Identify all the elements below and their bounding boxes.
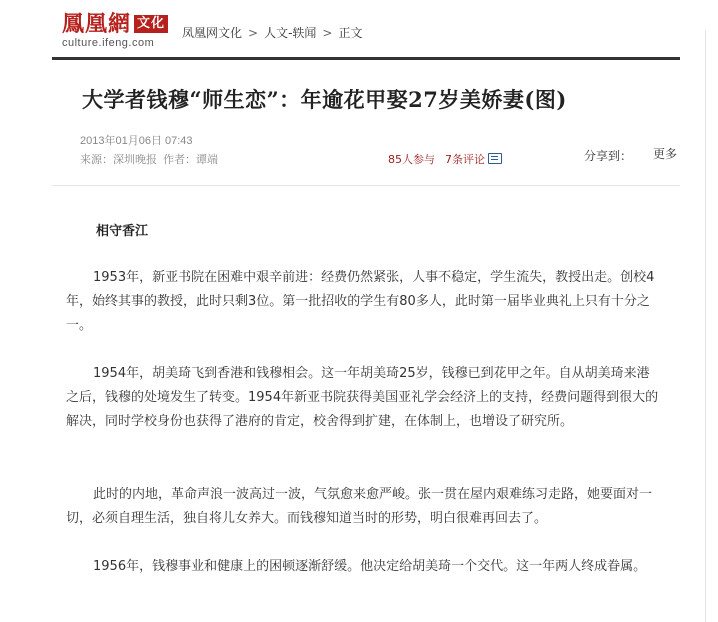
page-right-border xyxy=(705,30,706,622)
article-datetime: 2013年01月06日 07:43 xyxy=(80,135,193,147)
logo-badge: 文化 xyxy=(134,15,168,33)
breadcrumb-separator: > xyxy=(248,26,259,40)
article-paragraph: 1954年，胡美琦飞到香港和钱穆相会。这一年胡美琦25岁，钱穆已到花甲之年。自从胡美琦来港之后，钱穆的处境发生了转变。1954年新亚书院获得美国亚礼学会经济上的支持，经费问题得到很大的解决，同时学校身份也获得了港府的肯定，校舍得到扩建，在体制上，也增设了研究所。 xyxy=(66,366,659,429)
article-stats xyxy=(388,151,502,167)
comments-link[interactable]: 7条评论 xyxy=(445,153,485,166)
participants-link[interactable]: 85人参与 xyxy=(388,153,435,166)
article-subheading: 相守香江 xyxy=(96,224,149,239)
site-logo[interactable] xyxy=(62,12,168,49)
article-paragraph: 1956年，钱穆事业和健康上的困顿逐渐舒缓。他决定给胡美琦一个交代。这一年两人终成眷属。 xyxy=(93,559,647,574)
article-author: 作者：谭端 xyxy=(163,153,218,166)
share-label: 分享到： xyxy=(584,149,633,163)
article-source: 来源：深圳晚报 xyxy=(80,153,157,166)
site-header xyxy=(0,0,718,60)
breadcrumb-home[interactable]: 凤凰网文化 xyxy=(182,26,243,40)
breadcrumb-separator: > xyxy=(322,26,333,40)
article-paragraph: 1953年，新亚书院在困难中艰辛前进：经费仍然紧张，人事不稳定，学生流失，教授出走。创校4年，始终其事的教授，此时只剩3位。第一批招收的学生有80多人，此时第一届毕业典礼上只有十分之一。 xyxy=(66,270,655,333)
logo-text: 鳳凰網 xyxy=(62,11,132,37)
breadcrumb-category[interactable]: 人文-轶闻 xyxy=(264,26,317,40)
logo-url: culture.ifeng.com xyxy=(62,37,155,49)
logo-wordmark xyxy=(62,12,168,36)
breadcrumb xyxy=(182,24,363,41)
comment-icon[interactable] xyxy=(488,153,502,164)
article-source-line xyxy=(80,151,224,167)
breadcrumb-current: 正文 xyxy=(338,26,363,40)
share-more-link[interactable]: 更多 xyxy=(653,147,678,161)
article-paragraph: 此时的内地，革命声浪一波高过一波，气氛愈来愈严峻。张一贯在屋内艰难练习走路，她要面对一切，必须自理生活，独自将儿女养大。而钱穆知道当时的形势，明白很难再回去了。 xyxy=(66,487,653,526)
header-rule xyxy=(52,57,680,60)
meta-divider xyxy=(52,185,680,186)
article-title: 大学者钱穆“师生恋”：年逾花甲娶27岁美娇妻(图) xyxy=(82,87,567,112)
